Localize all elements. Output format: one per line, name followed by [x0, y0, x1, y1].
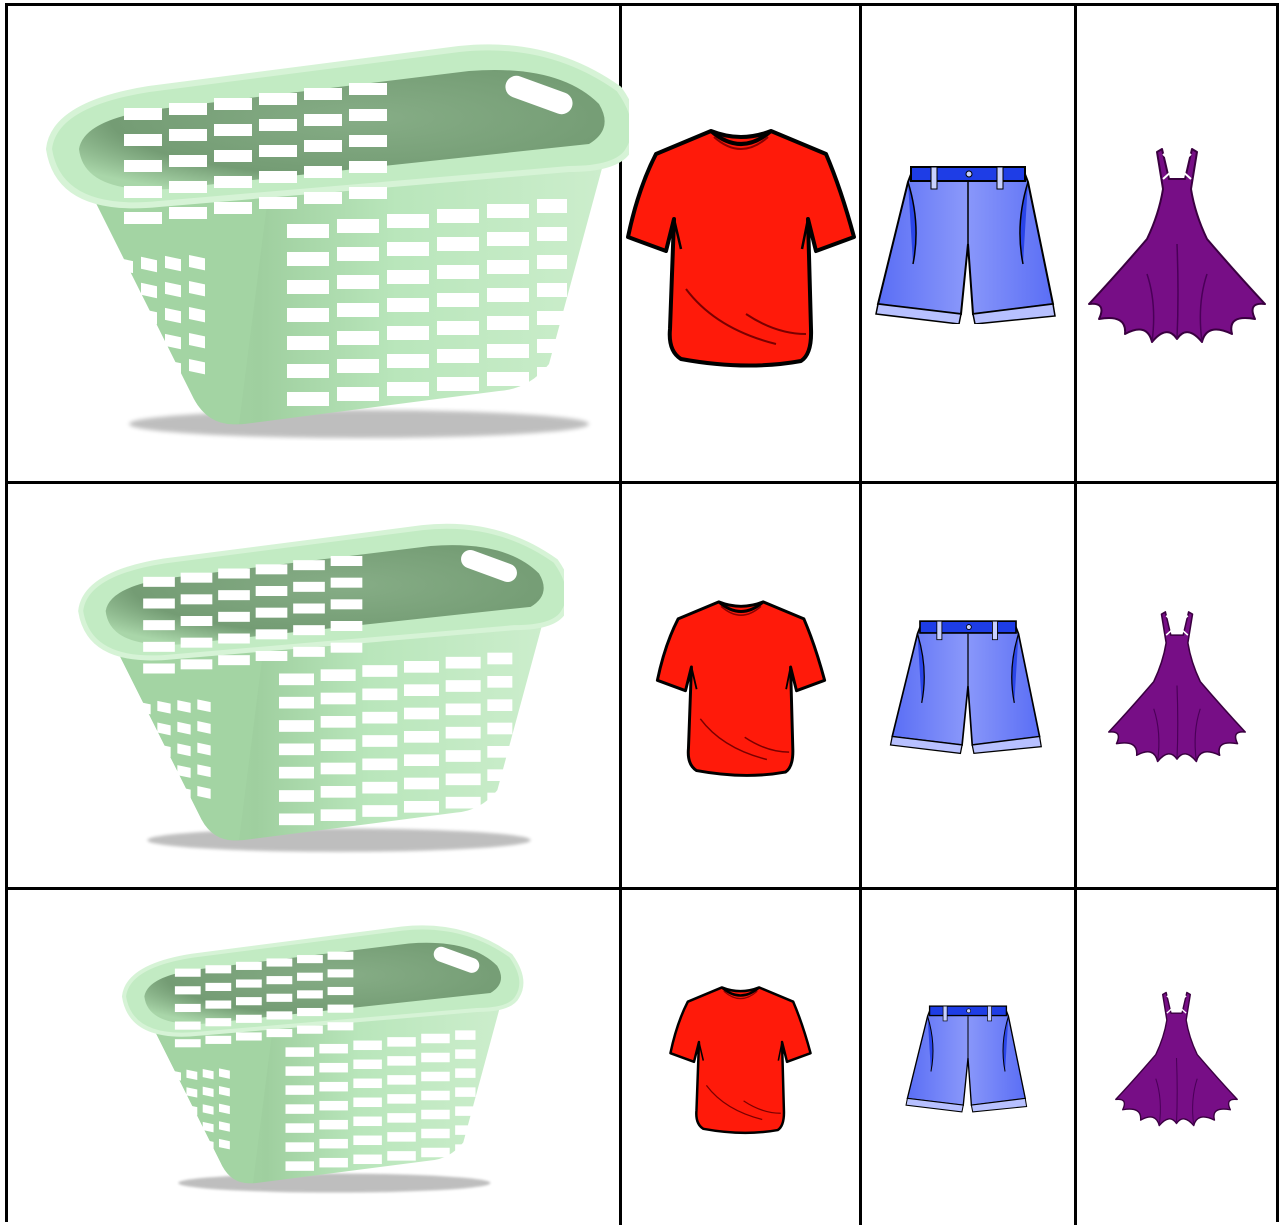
shorts-cell-large [862, 6, 1077, 484]
dress-icon [1107, 608, 1247, 763]
shorts-icon [904, 1002, 1032, 1114]
dress-cell-large [1077, 6, 1276, 484]
shorts-icon [873, 164, 1063, 324]
shirt-cell-medium [622, 484, 862, 890]
dress-icon [1114, 989, 1239, 1127]
basket-cell-large [8, 6, 622, 484]
laundry-basket-icon [64, 511, 564, 861]
dress-cell-medium [1077, 484, 1276, 890]
dress-icon [1087, 144, 1267, 344]
laundry-basket-icon [104, 915, 524, 1200]
dress-cell-small [1077, 890, 1276, 1225]
worksheet-grid [5, 3, 1279, 1222]
shorts-cell-small [862, 890, 1077, 1225]
t-shirt-icon [626, 119, 856, 369]
shorts-icon [888, 616, 1048, 756]
shirt-cell-small [622, 890, 862, 1225]
basket-cell-small [8, 890, 622, 1225]
t-shirt-icon [655, 593, 827, 778]
basket-cell-medium [8, 484, 622, 890]
laundry-basket-icon [29, 29, 629, 449]
t-shirt-icon [668, 980, 813, 1135]
shorts-cell-medium [862, 484, 1077, 890]
shirt-cell-large [622, 6, 862, 484]
